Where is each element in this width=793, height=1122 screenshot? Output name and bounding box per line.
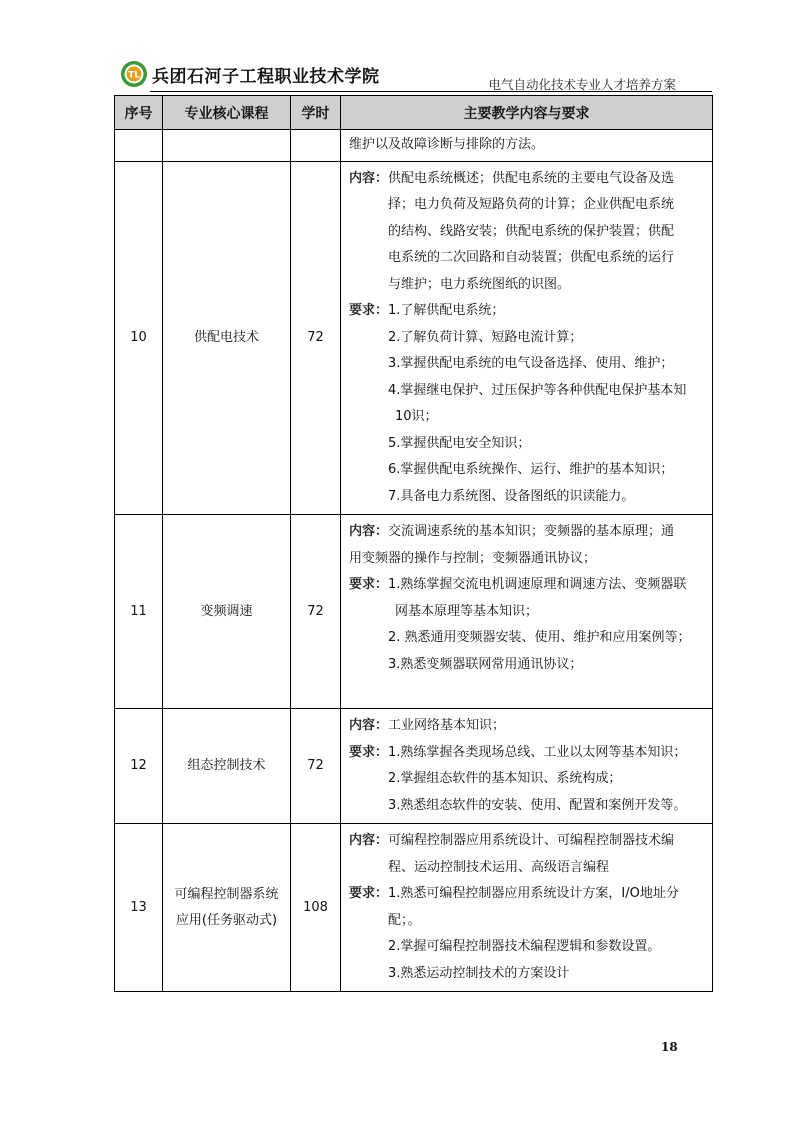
col-header-hours: 学时 — [291, 96, 341, 130]
course-description: 内容：可编程控制器应用系统设计、可编程控制器技术编 程、运动控制技术运用、高级语言编程 要求：1.熟悉可编程控制器应用系统设计方案，I/O地址分 配；。 2.掌握可编程控制器技术编程逻辑和参数设置。 3.熟悉运动控制技术的方案设计 — [341, 824, 713, 992]
course-hours: 108 — [291, 824, 341, 992]
page-number: 18 — [661, 1040, 678, 1054]
page-header — [114, 48, 712, 94]
svg-text:TL: TL — [128, 70, 140, 81]
table-row — [115, 709, 713, 824]
course-name: 可编程控制器系统 应用(任务驱动式) — [163, 824, 291, 992]
row-number: 10 — [115, 161, 163, 515]
row-number: 12 — [115, 709, 163, 824]
table-row — [115, 515, 713, 709]
continuation-text: 维护以及故障诊断与排除的方法。 — [349, 137, 545, 152]
school-name: 兵团石河子工程职业技术学院 — [152, 67, 380, 87]
content-label: 内容： — [349, 833, 389, 848]
row-number: 13 — [115, 824, 163, 992]
course-name: 组态控制技术 — [163, 709, 291, 824]
col-header-no: 序号 — [115, 96, 163, 130]
row-number: 11 — [115, 515, 163, 709]
content-label: 内容： — [349, 524, 389, 539]
requirement-label: 要求： — [349, 744, 389, 760]
plan-title: 电气自动化技术专业人才培养方案 — [488, 77, 676, 92]
col-header-content: 主要教学内容与要求 — [341, 96, 713, 130]
header-rule — [150, 91, 712, 92]
table-row — [115, 824, 713, 992]
content-label: 内容： — [349, 170, 389, 186]
course-hours: 72 — [291, 161, 341, 515]
course-description: 内容：工业网络基本知识； 要求：1.熟练掌握各类现场总线、工业以太网等基本知识； 2.掌握组态软件的基本知识、系统构成； 3.熟悉组态软件的安装、使用、配置和案例开发等。 — [341, 709, 713, 824]
course-description: 内容：供配电系统概述；供配电系统的主要电气设备及选 择；电力负荷及短路负荷的计算；企业供配电系统 的结构、线路安装；供配电系统的保护装置；供配 电系统的二次回路和自动装置；供配电系统的运行 与维护；电力系统图纸的识图。 要求：1.了解供配电系统； 2.了解负荷计算、短路电流计算； 3.掌握供配电系统的电气设备选择、使用、维护； 4.掌握继电保护、过压保护等各种供配电保护基本知 10识； 5.掌握供配电安全知识； 6.掌握供配电系统操作、运行、维护的基本知识； 7.具备电力系统图、设备图纸的识读能力。 — [341, 161, 713, 515]
course-table — [114, 95, 713, 992]
col-header-course: 专业核心课程 — [163, 96, 291, 130]
requirement-label: 要求： — [349, 303, 389, 318]
course-name: 供配电技术 — [163, 161, 291, 515]
requirement-label: 要求： — [349, 886, 389, 901]
course-hours: 72 — [291, 515, 341, 709]
requirement-label: 要求： — [349, 577, 389, 592]
content-label: 内容： — [349, 718, 389, 733]
course-name: 变频调速 — [163, 515, 291, 709]
table-row-continuation — [115, 130, 713, 162]
course-description: 内容：交流调速系统的基本知识；变频器的基本原理；通 用变频器的操作与控制；变频器通讯协议； 要求：1.熟练掌握交流电机调速原理和调速方法、变频器联 网基本原理等基本知识； 2. 熟悉通用变频器安装、使用、维护和应用案例等； 3.熟悉变频器联网常用通讯协议； — [341, 515, 713, 709]
school-logo-icon — [120, 60, 148, 88]
table-header-row — [115, 96, 713, 130]
course-hours: 72 — [291, 709, 341, 824]
table-row — [115, 161, 713, 515]
